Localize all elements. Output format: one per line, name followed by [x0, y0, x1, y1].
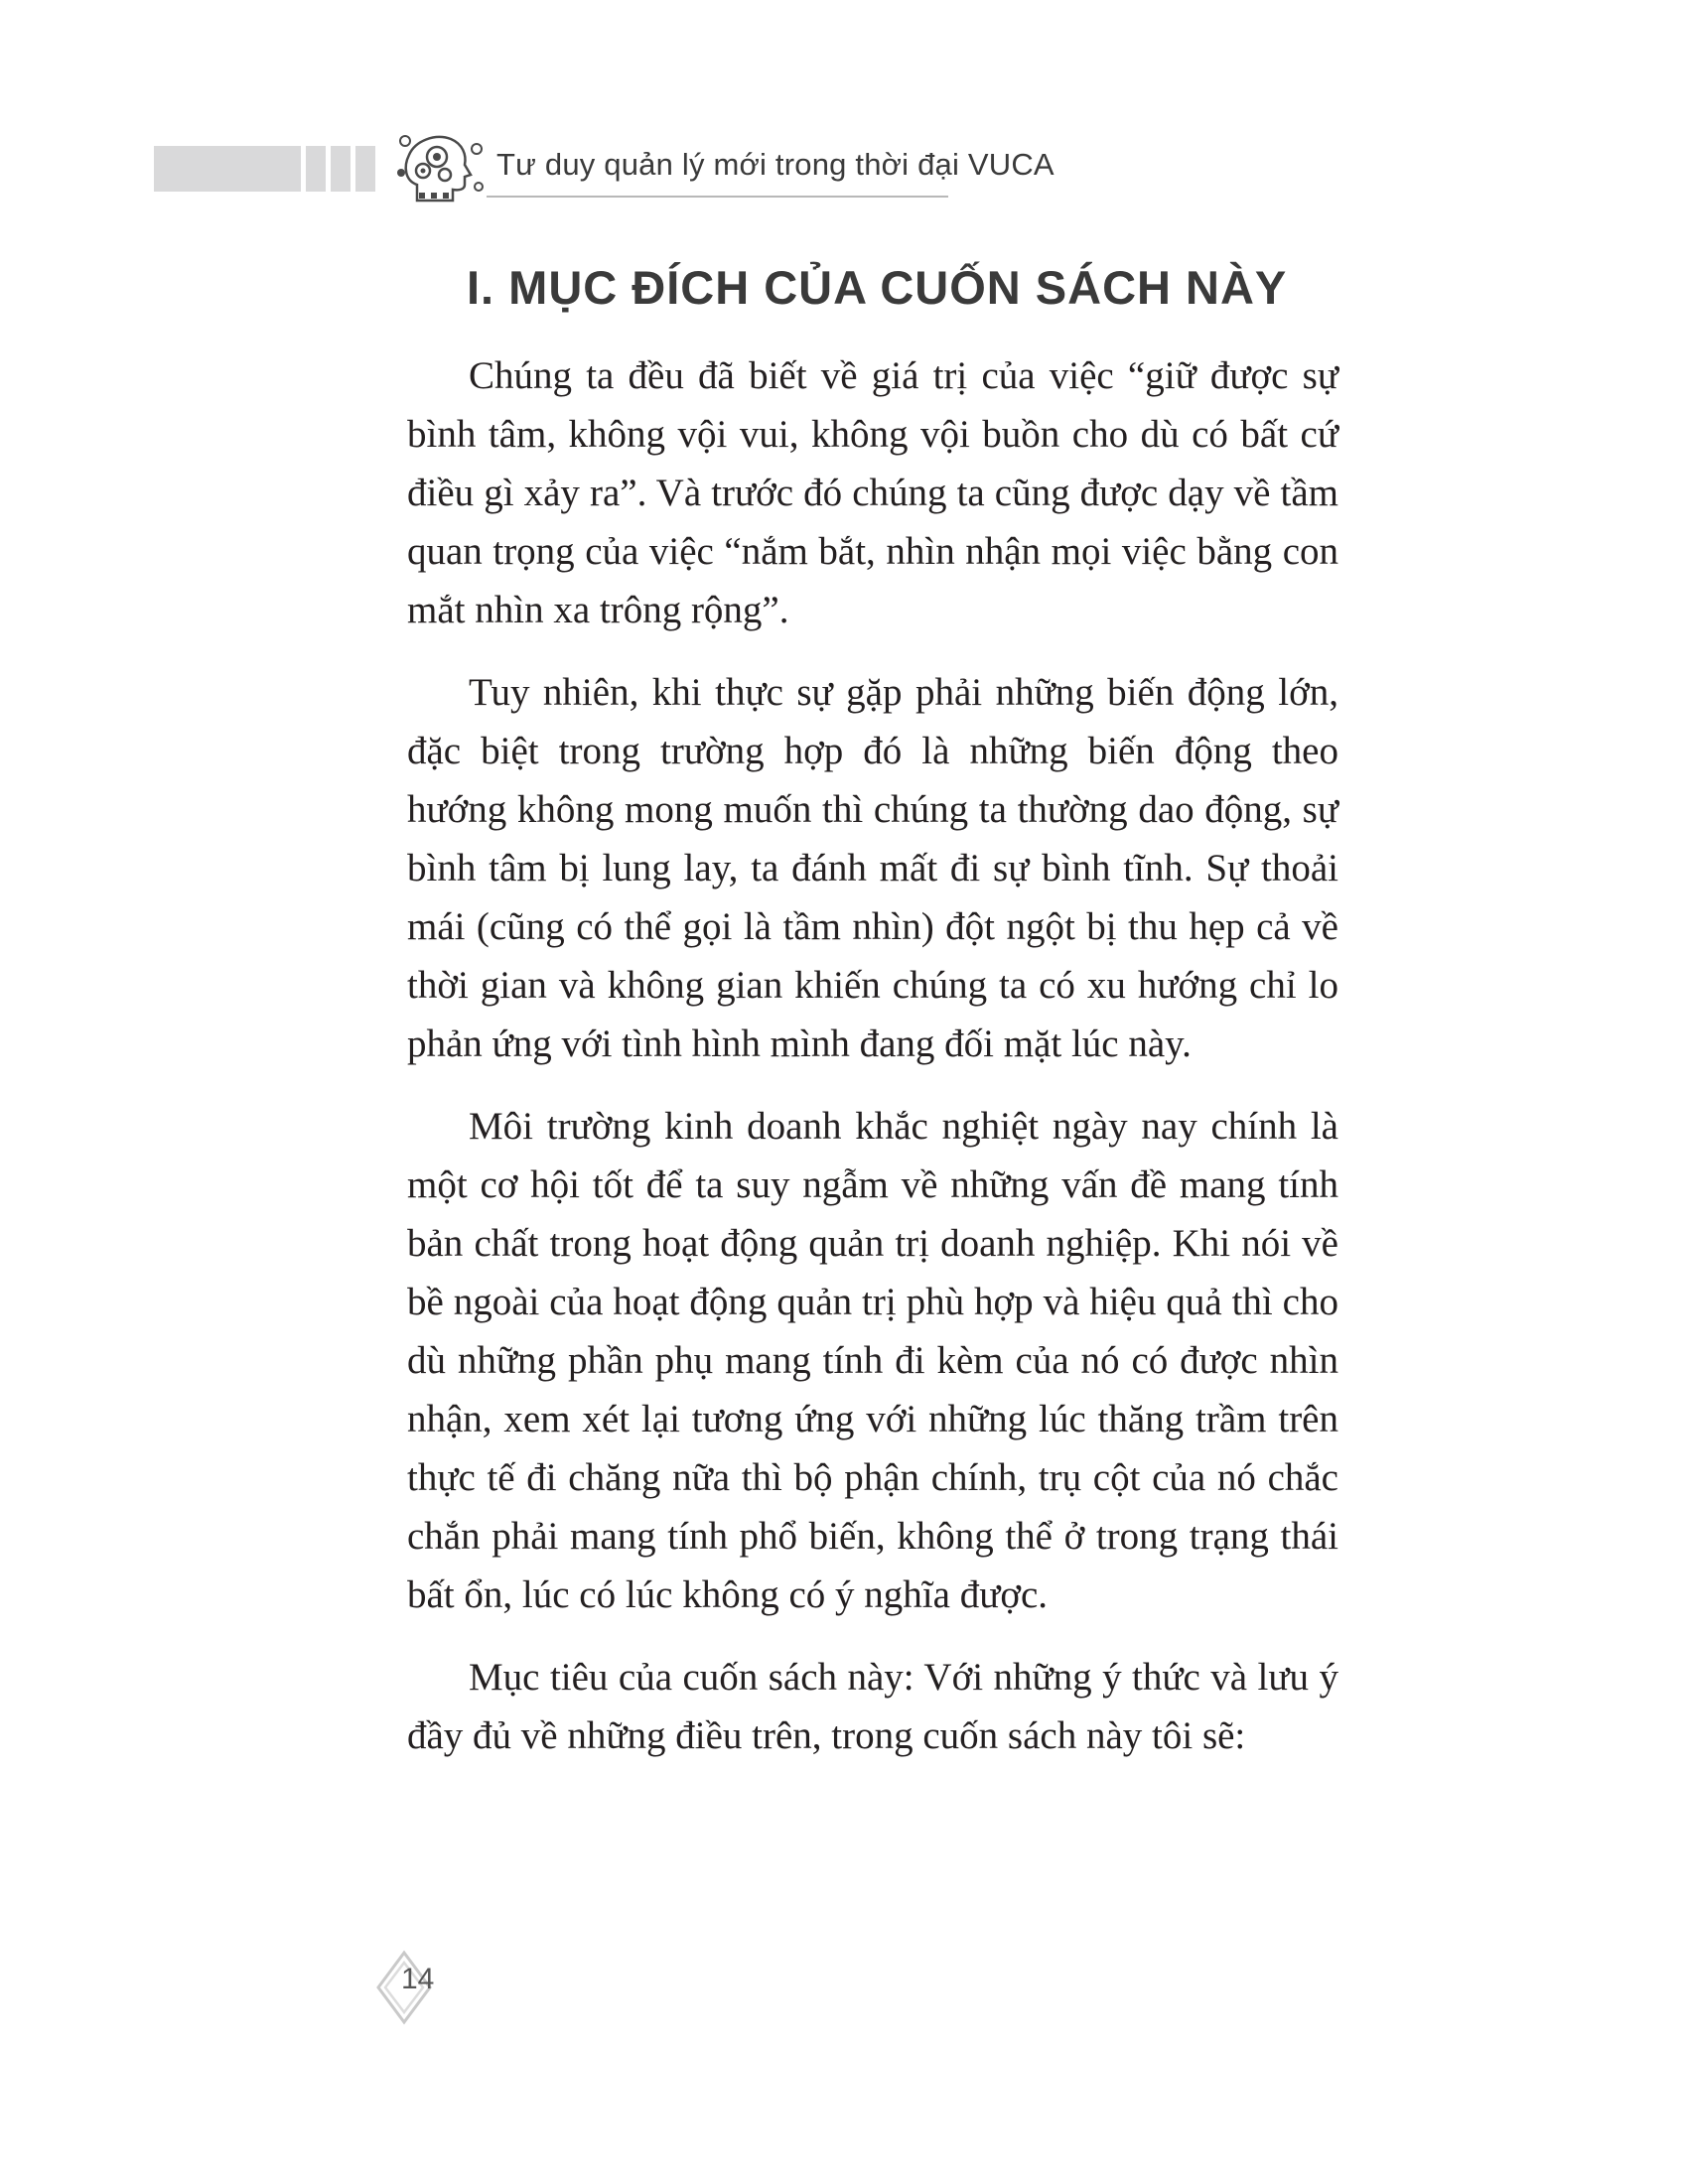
paragraph: Mục tiêu của cuốn sách này: Với những ý thức và lưu ý đầy đủ về những điều trên, trong cuốn sách này tôi sẽ:: [407, 1656, 1338, 1757]
paragraph: Tuy nhiên, khi thực sự gặp phải những biến động lớn, đặc biệt trong trường hợp đó là những biến động theo hướng không mong muốn thì chúng ta thường dao động, sự bình tâm bị lung lay, ta đánh mất đi sự bình tĩnh. Sự thoải mái (cũng có thể gọi là tầm nhìn) đột ngột bị thu hẹp cả về thời gian và không gian khiến chúng ta có xu hướng chỉ lo phản ứng với tình hình mình đang đối mặt lúc này.: [407, 671, 1338, 1065]
header-bar-stripe: [355, 146, 375, 192]
body-text: [407, 346, 1338, 1789]
paragraph: Chúng ta đều đã biết về giá trị của việc “giữ được sự bình tâm, không vội vui, không vội buồn cho dù có bất cứ điều gì xảy ra”. Và trước đó chúng ta cũng được dạy về tầm quan trọng của việc “nắm bắt, nhìn nhận mọi việc bằng con mắt nhìn xa trông rộng”.: [407, 354, 1338, 631]
page-number: 14: [401, 1963, 435, 1995]
paragraph: Môi trường kinh doanh khắc nghiệt ngày nay chính là một cơ hội tốt để ta suy ngẫm về những vấn đề mang tính bản chất trong hoạt động quản trị doanh nghiệp. Khi nói về bề ngoài của hoạt động quản trị phù hợp và hiệu quả thì cho dù những phần phụ mang tính đi kèm của nó có được nhìn nhận, xem xét lại tương ứng với những lúc thăng trầm trên thực tế đi chăng nữa thì bộ phận chính, trụ cột của nó chắc chắn phải mang tính phổ biến, không thể ở trong trạng thái bất ổn, lúc có lúc không có ý nghĩa được.: [407, 1105, 1338, 1616]
section-title: I. MỤC ĐÍCH CỦA CUỐN SÁCH NÀY: [467, 261, 1288, 314]
page-number-ornament: [374, 1949, 434, 2026]
gears-head-icon: [395, 127, 485, 205]
header-rule: [487, 196, 948, 198]
header-bar-stripe: [331, 146, 351, 192]
header-bar-block: [154, 146, 301, 192]
running-header-title: Tư duy quản lý mới trong thời đại VUCA: [496, 147, 1055, 182]
header-bar-stripe: [306, 146, 326, 192]
